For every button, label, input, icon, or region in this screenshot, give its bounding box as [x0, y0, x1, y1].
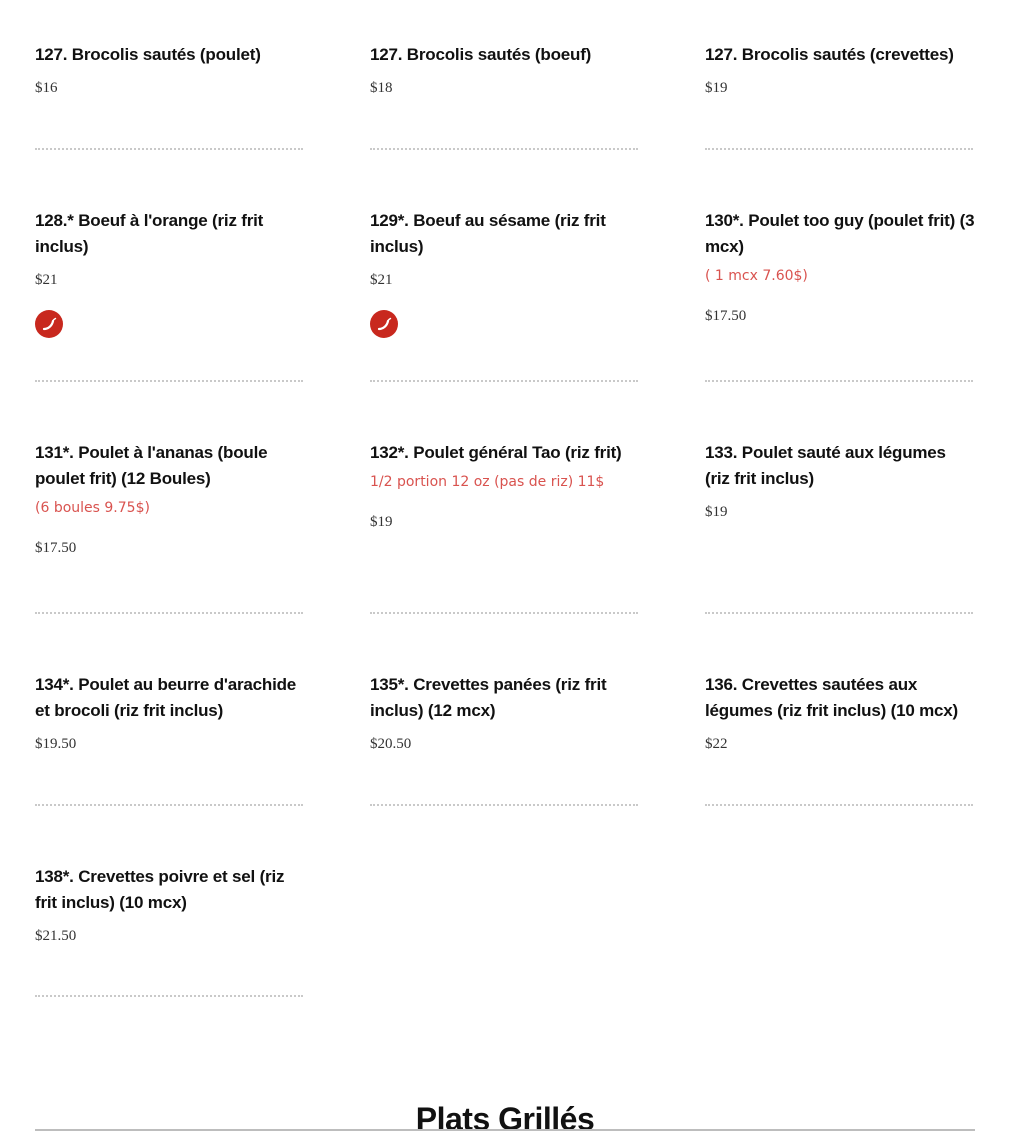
menu-item-price: $18 — [370, 80, 393, 96]
menu-item-name: 131*. Poulet à l'ananas (boule poulet frit) (12 Boules) — [35, 443, 268, 488]
menu-item[interactable] — [705, 42, 975, 98]
dotted-separator — [35, 380, 303, 382]
menu-item[interactable] — [35, 672, 305, 754]
menu-item-name: 128.* Boeuf à l'orange (riz frit inclus) — [35, 211, 264, 256]
menu-item-price: $19 — [370, 514, 393, 530]
menu-item-name: 132*. Poulet général Tao (riz frit) — [370, 443, 622, 462]
menu-item-price: $21 — [35, 272, 58, 288]
menu-item-note: ( 1 mcx 7.60$) — [705, 268, 808, 284]
menu-item[interactable] — [370, 42, 640, 98]
menu-item[interactable] — [370, 208, 640, 338]
menu-item[interactable] — [35, 208, 305, 338]
menu-item-price: $22 — [705, 736, 728, 752]
menu-item[interactable] — [705, 440, 975, 522]
menu-item-price: $21 — [370, 272, 393, 288]
dotted-separator — [705, 612, 973, 614]
dotted-separator — [35, 148, 303, 150]
menu-item-price: $17.50 — [705, 308, 747, 324]
menu-item-price: $20.50 — [370, 736, 412, 752]
menu-item-name: 136. Crevettes sautées aux légumes (riz frit inclus) (10 mcx) — [705, 675, 958, 720]
menu-item-price: $19 — [705, 80, 728, 96]
menu-item[interactable] — [35, 864, 305, 946]
menu-item-name: 135*. Crevettes panées (riz frit inclus) (12 mcx) — [370, 675, 607, 720]
menu-item[interactable] — [370, 440, 640, 532]
menu-item-name: 138*. Crevettes poivre et sel (riz frit inclus) (10 mcx) — [35, 867, 285, 912]
menu-item-name: 127. Brocolis sautés (poulet) — [35, 45, 261, 64]
menu-item-name: 134*. Poulet au beurre d'arachide et brocoli (riz frit inclus) — [35, 675, 297, 720]
menu-item-note: (6 boules 9.75$) — [35, 500, 150, 516]
chili-pepper-icon — [35, 310, 63, 338]
section-divider — [35, 1129, 975, 1131]
menu-item-price: $17.50 — [35, 540, 77, 556]
dotted-separator — [370, 148, 638, 150]
chili-pepper-icon — [370, 310, 398, 338]
dotted-separator — [370, 612, 638, 614]
dotted-separator — [35, 804, 303, 806]
menu-item[interactable] — [35, 440, 305, 558]
dotted-separator — [705, 380, 973, 382]
menu-item[interactable] — [705, 672, 975, 754]
dotted-separator — [370, 380, 638, 382]
dotted-separator — [705, 804, 973, 806]
dotted-separator — [35, 995, 303, 997]
menu-item[interactable] — [370, 672, 640, 754]
menu-item-price: $21.50 — [35, 928, 77, 944]
menu-item-name: 127. Brocolis sautés (boeuf) — [370, 45, 592, 64]
dotted-separator — [35, 612, 303, 614]
dotted-separator — [705, 148, 973, 150]
menu-item-name: 129*. Boeuf au sésame (riz frit inclus) — [370, 211, 606, 256]
menu-item-name: 127. Brocolis sautés (crevettes) — [705, 45, 954, 64]
menu-item-price: $19 — [705, 504, 728, 520]
menu-item[interactable] — [705, 208, 975, 326]
menu-item-name: 130*. Poulet too guy (poulet frit) (3 mcx) — [705, 211, 975, 256]
menu-item-price: $19.50 — [35, 736, 77, 752]
section-title: Plats Grillés — [415, 1100, 595, 1137]
dotted-separator — [370, 804, 638, 806]
menu-item-note: 1/2 portion 12 oz (pas de riz) 11$ — [370, 474, 605, 490]
menu-item[interactable] — [35, 42, 305, 98]
menu-item-price: $16 — [35, 80, 58, 96]
menu-item-name: 133. Poulet sauté aux légumes (riz frit inclus) — [705, 443, 946, 488]
